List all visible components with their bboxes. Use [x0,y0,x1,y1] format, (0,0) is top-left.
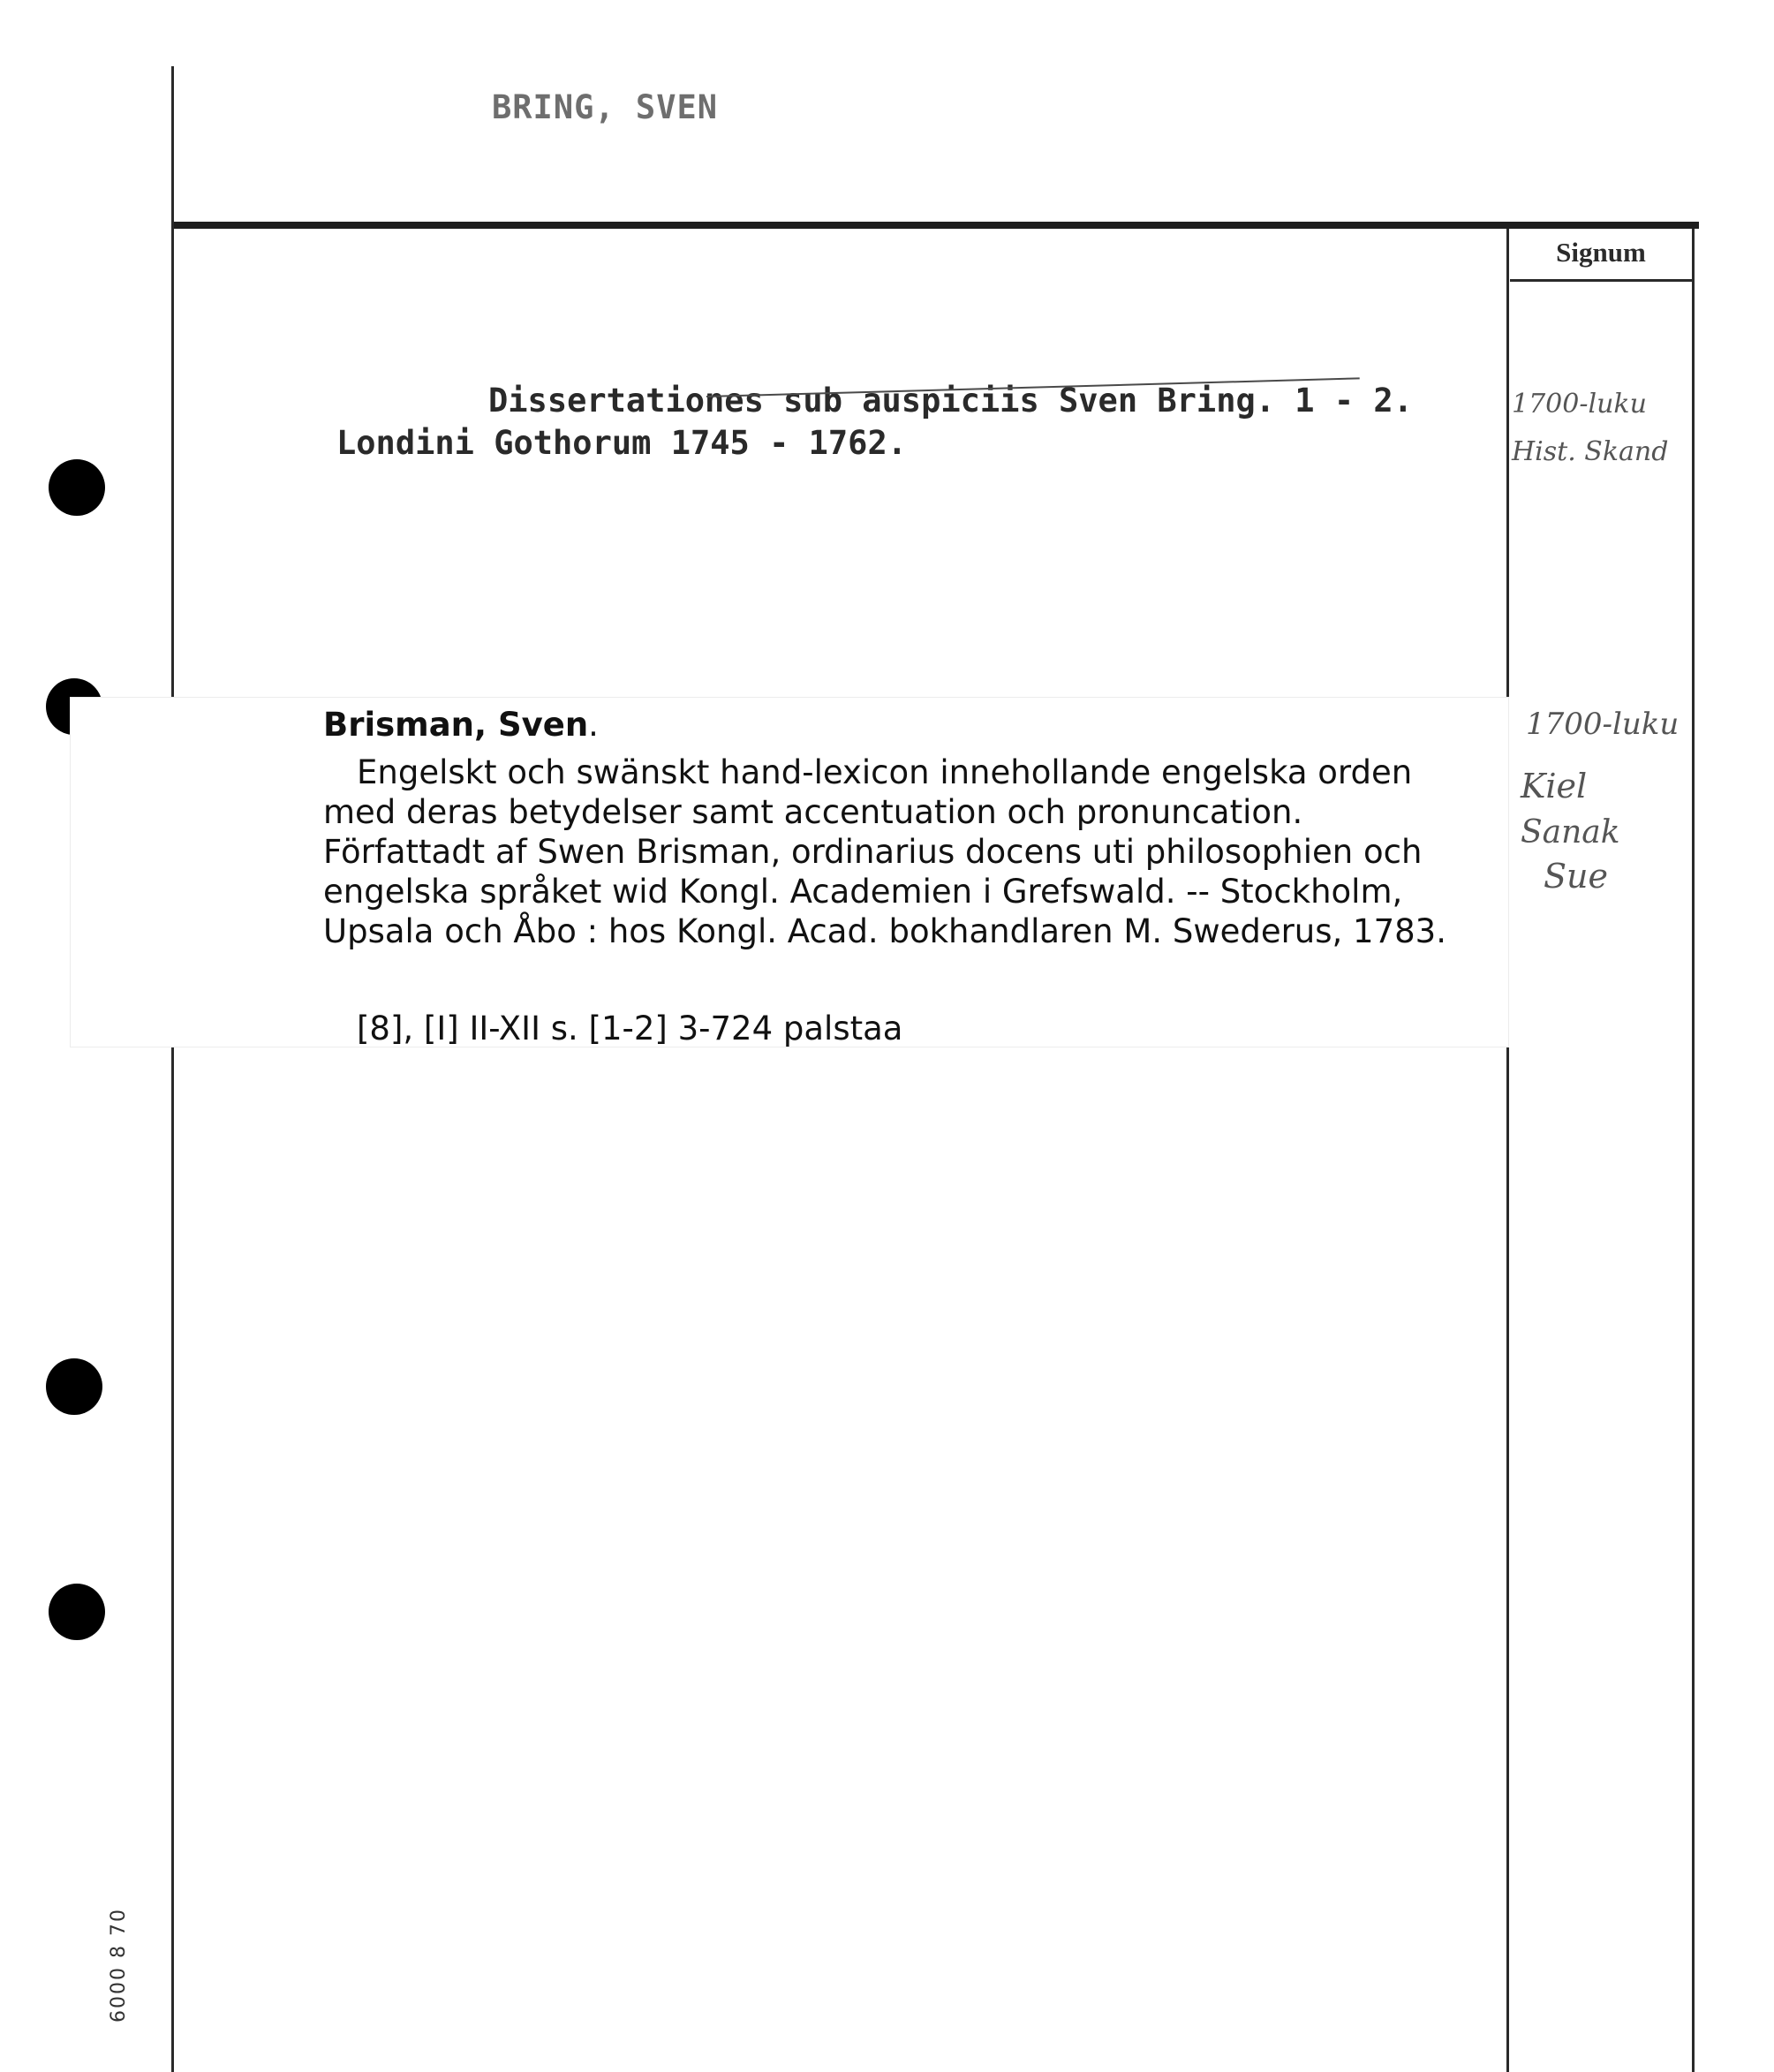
signum-column-left-rule [1506,229,1509,2072]
header-rule [174,222,1699,229]
punch-hole [49,1584,105,1640]
slip-author-line [323,705,599,745]
handwritten-signum-note: Sanak [1521,814,1620,851]
typed-entry-title: Dissertationes sub auspiciis Sven Bring. 1 - 2. [488,382,1413,420]
left-margin-rule [171,66,174,2072]
punch-hole [46,1358,102,1415]
signum-column-label: Signum [1556,237,1646,268]
handwritten-signum-note: Sue [1544,857,1608,896]
slip-bibliographic-description: Engelskt och swänskt hand-lexicon innehollande engelska orden med deras betydelser samt accentuation och pronuncation. Författadt af Swen Brisman, ordinarius docens uti philosophien och engelska språket wid Kongl. Academien i Grefswald. -- Stockholm, Upsala och Åbo : hos Kongl. Acad. bokhandlaren M. Swederus, 1783. [323,753,1446,950]
handwritten-signum-note: Kiel [1521,767,1588,805]
author-heading: BRING, SVEN [492,88,719,126]
punch-hole [49,459,105,516]
handwritten-signum-note: 1700-luku [1512,389,1647,420]
slip-author: Brisman, Sven [323,706,589,744]
slip-collation: [8], [I] II-XII s. [1-2] 3-724 palstaa [357,1010,903,1047]
handwritten-signum-note: Hist. Skand [1512,436,1669,467]
slip-author-punct: . [588,706,599,744]
signum-header-underline [1510,279,1692,282]
handwritten-signum-note: 1700-luku [1526,707,1680,742]
typed-entry-imprint: Londini Gothorum 1745 - 1762. [336,424,908,462]
form-number: 6000 8 70 [108,1908,130,2023]
signum-column-right-rule [1692,229,1695,2072]
